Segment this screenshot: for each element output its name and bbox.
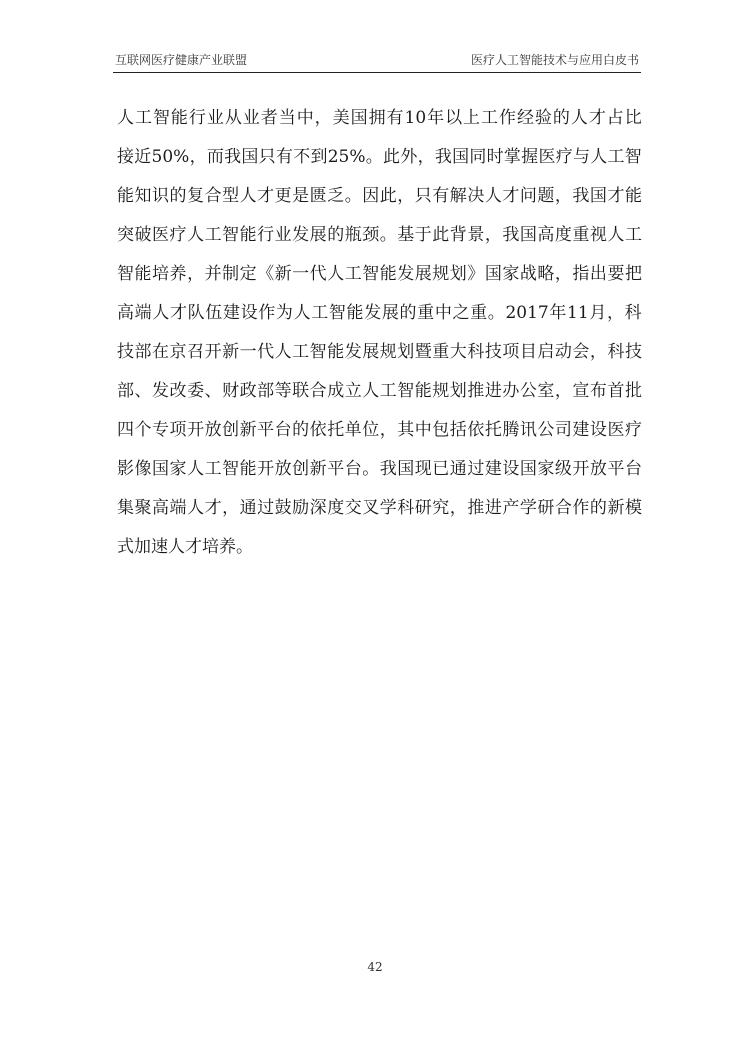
text-line: 式加速人才培养。	[117, 537, 253, 557]
text-line: 影 像 国 家 人 工 智 能 开 放 创 新 平 台 。 我 国 现 已 通 过 建 设 国 家 级 开 放 平 台	[117, 459, 642, 479]
page-header	[113, 52, 641, 73]
text-line: 突 破 医 疗 人 工 智 能 行 业 发 展 的 瓶 颈 。 基 于 此 背 景 ， 我 国 高 度 重 视 人 工	[117, 225, 642, 245]
text-line: 技 部 在 京 召 开 新 一 代 人 工 智 能 发 展 规 划 暨 重 大 科 技 项 目 启 动 会 ， 科 技	[117, 342, 642, 362]
text-line: 人 工 智 能 行 业 从 业 者 当 中 ， 美 国 拥 有 10 年 以 上 工 作 经 验 的 人 才 占 比	[117, 108, 642, 128]
text-line: 部 、 发 改 委 、 财 政 部 等 联 合 成 立 人 工 智 能 规 划 推 进 办 公 室 ， 宣 布 首 批	[117, 381, 642, 401]
page-number: 42	[367, 960, 383, 974]
header-organization: 互联网医疗健康产业联盟	[115, 53, 248, 67]
text-line: 四 个 专 项 开 放 创 新 平 台 的 依 托 单 位 ， 其 中 包 括 依 托 腾 讯 公 司 建 设 医 疗	[117, 420, 642, 440]
text-line: 智 能 培 养 ， 并 制 定 《 新 一 代 人 工 智 能 发 展 规 划 》 国 家 战 略 ， 指 出 要 把	[117, 264, 642, 284]
text-line: 能 知 识 的 复 合 型 人 才 更 是 匮 乏 。 因 此 ， 只 有 解 决 人 才 问 题 ， 我 国 才 能	[117, 186, 642, 206]
text-line: 集 聚 高 端 人 才 ， 通 过 鼓 励 深 度 交 叉 学 科 研 究 ， 推 进 产 学 研 合 作 的 新 模	[117, 498, 642, 518]
text-line: 接 近 50% ， 而 我 国 只 有 不 到 25% 。 此 外 ， 我 国 同 时 掌 握 医 疗 与 人 工 智	[117, 147, 642, 167]
text-line: 高 端 人 才 队 伍 建 设 作 为 人 工 智 能 发 展 的 重 中 之 重 。 2017 年 11 月 ， 科	[117, 303, 642, 323]
header-document-title: 医疗人工智能技术与应用白皮书	[470, 53, 639, 67]
body-paragraph	[117, 99, 642, 567]
